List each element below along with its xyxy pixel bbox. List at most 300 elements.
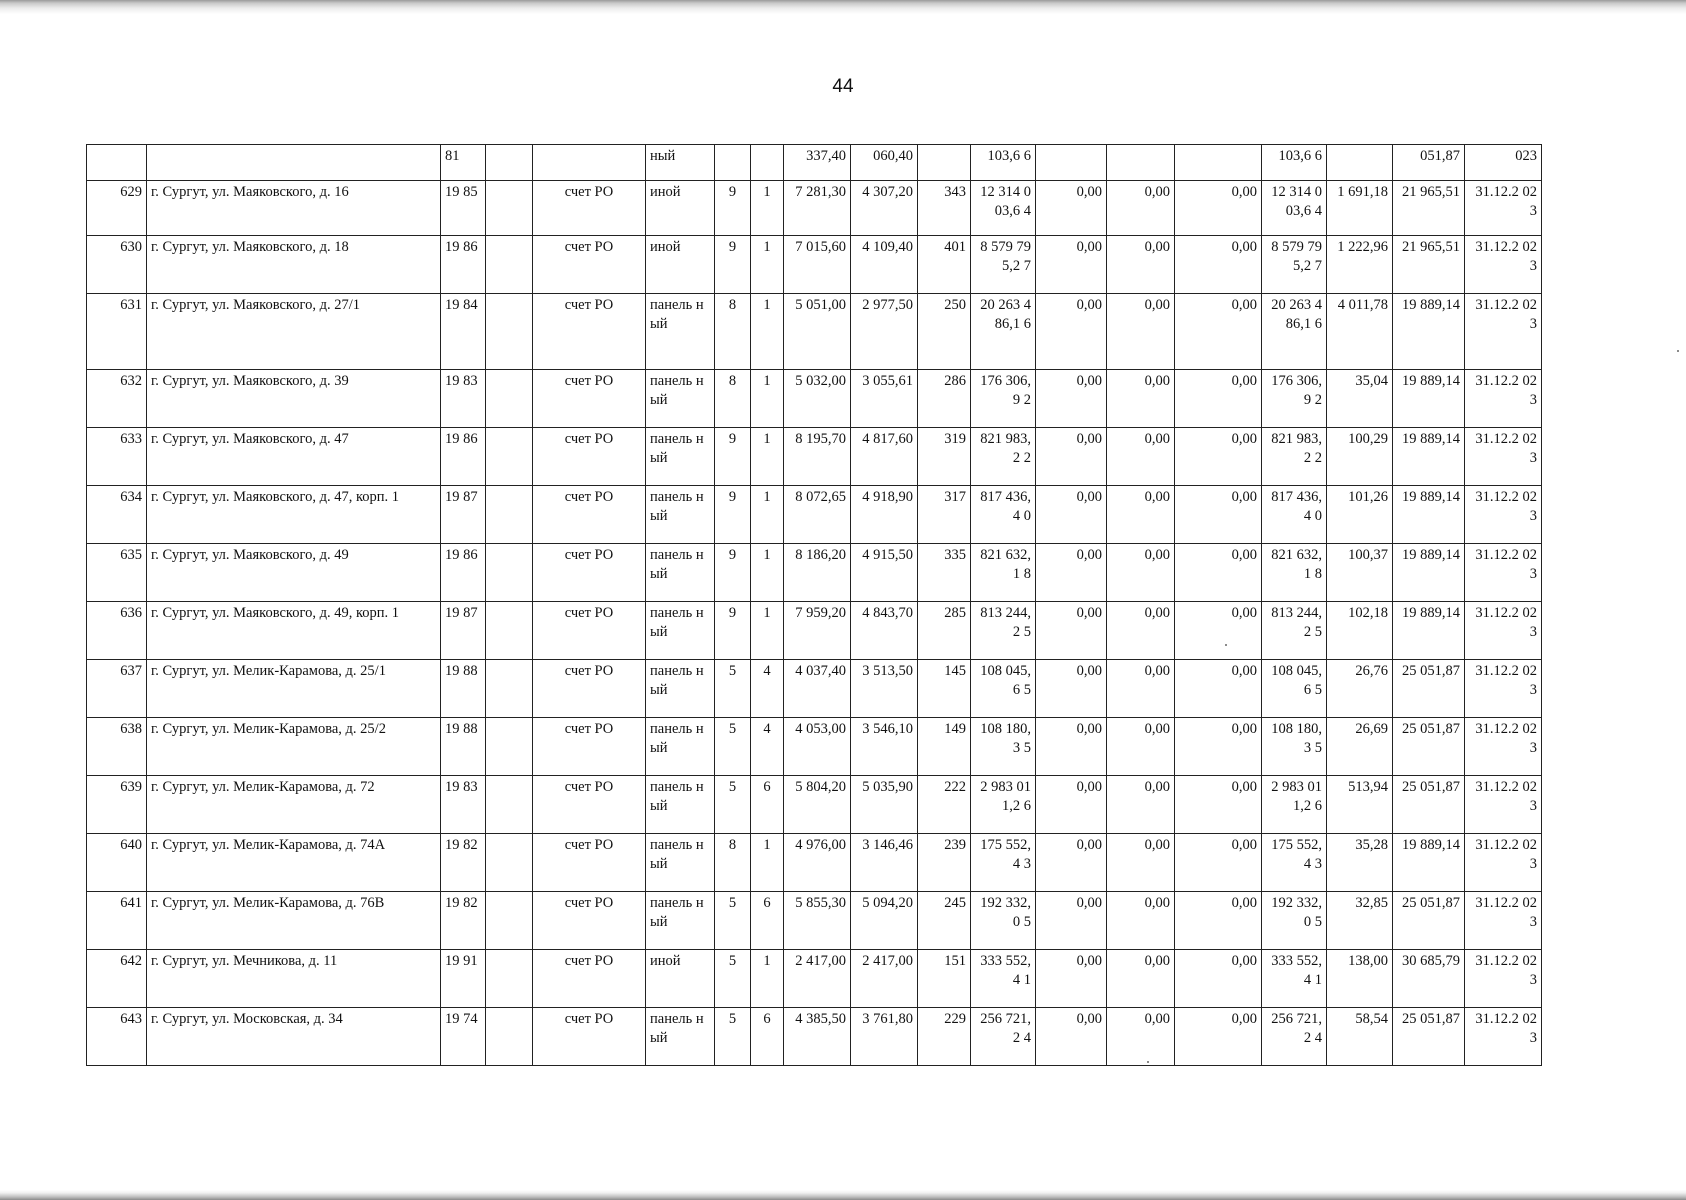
cost-share-a-cell: 0,00 bbox=[1036, 544, 1107, 602]
cost-share-b-cell: 0,00 bbox=[1107, 370, 1175, 428]
total-area-cell: 5 032,00 bbox=[784, 370, 851, 428]
floors-cell: 8 bbox=[715, 294, 751, 370]
repair-cost-cell: 8 579 795,2 7 bbox=[971, 236, 1036, 294]
empty-cell bbox=[486, 544, 533, 602]
specific-cost-cell: 100,37 bbox=[1327, 544, 1393, 602]
scan-speck bbox=[1225, 644, 1227, 646]
address-cell: г. Сургут, ул. Мелик-Карамова, д. 25/1 bbox=[147, 660, 441, 718]
residents-cell: 343 bbox=[918, 181, 971, 236]
floors-cell: 5 bbox=[715, 892, 751, 950]
limit-cost-cell: 30 685,79 bbox=[1393, 950, 1465, 1008]
total-area-cell: 5 051,00 bbox=[784, 294, 851, 370]
cost-share-c-cell bbox=[1175, 145, 1262, 181]
deadline-cell: 31.12.2 023 bbox=[1465, 834, 1542, 892]
total-cost-cell: 175 552,4 3 bbox=[1262, 834, 1327, 892]
repair-cost-cell: 192 332,0 5 bbox=[971, 892, 1036, 950]
specific-cost-cell: 513,94 bbox=[1327, 776, 1393, 834]
empty-cell bbox=[486, 950, 533, 1008]
address-cell: г. Сургут, ул. Мечникова, д. 11 bbox=[147, 950, 441, 1008]
deadline-cell: 31.12.2 023 bbox=[1465, 892, 1542, 950]
build-year-cell: 19 85 bbox=[441, 181, 486, 236]
build-year-cell: 19 86 bbox=[441, 236, 486, 294]
repair-cost-cell: 108 180,3 5 bbox=[971, 718, 1036, 776]
cost-share-a-cell: 0,00 bbox=[1036, 486, 1107, 544]
specific-cost-cell: 100,29 bbox=[1327, 428, 1393, 486]
total-cost-cell: 256 721,2 4 bbox=[1262, 1008, 1327, 1066]
deadline-cell: 023 bbox=[1465, 145, 1542, 181]
cost-share-a-cell: 0,00 bbox=[1036, 370, 1107, 428]
wall-material-cell: панель ный bbox=[646, 1008, 715, 1066]
cost-share-a-cell: 0,00 bbox=[1036, 776, 1107, 834]
entrances-cell: 1 bbox=[751, 370, 784, 428]
repair-cost-cell: 12 314 003,6 4 bbox=[971, 181, 1036, 236]
limit-cost-cell: 051,87 bbox=[1393, 145, 1465, 181]
cost-share-c-cell: 0,00 bbox=[1175, 428, 1262, 486]
living-area-cell: 4 843,70 bbox=[851, 602, 918, 660]
build-year-cell: 19 88 bbox=[441, 718, 486, 776]
cost-share-c-cell: 0,00 bbox=[1175, 950, 1262, 1008]
residents-cell: 335 bbox=[918, 544, 971, 602]
wall-material-cell: панель ный bbox=[646, 776, 715, 834]
floors-cell: 9 bbox=[715, 602, 751, 660]
empty-cell bbox=[486, 602, 533, 660]
total-area-cell: 2 417,00 bbox=[784, 950, 851, 1008]
row-number-cell: 636 bbox=[87, 602, 147, 660]
cost-share-b-cell: 0,00 bbox=[1107, 181, 1175, 236]
cost-share-c-cell: 0,00 bbox=[1175, 776, 1262, 834]
row-number-cell: 639 bbox=[87, 776, 147, 834]
entrances-cell: 6 bbox=[751, 1008, 784, 1066]
fund-method-cell: счет РО bbox=[533, 776, 646, 834]
residents-cell: 250 bbox=[918, 294, 971, 370]
wall-material-cell: панель ный bbox=[646, 294, 715, 370]
cost-share-a-cell: 0,00 bbox=[1036, 236, 1107, 294]
residents-cell: 229 bbox=[918, 1008, 971, 1066]
cost-share-b-cell: 0,00 bbox=[1107, 950, 1175, 1008]
fund-method-cell: счет РО bbox=[533, 294, 646, 370]
limit-cost-cell: 25 051,87 bbox=[1393, 776, 1465, 834]
living-area-cell: 5 094,20 bbox=[851, 892, 918, 950]
row-number-cell bbox=[87, 145, 147, 181]
total-cost-cell: 821 632,1 8 bbox=[1262, 544, 1327, 602]
specific-cost-cell: 4 011,78 bbox=[1327, 294, 1393, 370]
table-row bbox=[87, 602, 1542, 660]
total-cost-cell: 813 244,2 5 bbox=[1262, 602, 1327, 660]
deadline-cell: 31.12.2 023 bbox=[1465, 660, 1542, 718]
cost-share-a-cell bbox=[1036, 145, 1107, 181]
residents-cell bbox=[918, 145, 971, 181]
cost-share-b-cell: 0,00 bbox=[1107, 718, 1175, 776]
cost-share-c-cell: 0,00 bbox=[1175, 834, 1262, 892]
cost-share-c-cell: 0,00 bbox=[1175, 370, 1262, 428]
residents-cell: 245 bbox=[918, 892, 971, 950]
residents-cell: 401 bbox=[918, 236, 971, 294]
deadline-cell: 31.12.2 023 bbox=[1465, 428, 1542, 486]
cost-share-a-cell: 0,00 bbox=[1036, 602, 1107, 660]
fund-method-cell bbox=[533, 145, 646, 181]
cost-share-b-cell: 0,00 bbox=[1107, 294, 1175, 370]
living-area-cell: 4 109,40 bbox=[851, 236, 918, 294]
cost-share-b-cell: 0,00 bbox=[1107, 428, 1175, 486]
limit-cost-cell: 19 889,14 bbox=[1393, 834, 1465, 892]
residents-cell: 151 bbox=[918, 950, 971, 1008]
cost-share-a-cell: 0,00 bbox=[1036, 718, 1107, 776]
fund-method-cell: счет РО bbox=[533, 181, 646, 236]
scan-speck bbox=[1147, 1061, 1149, 1063]
specific-cost-cell: 101,26 bbox=[1327, 486, 1393, 544]
total-area-cell: 5 855,30 bbox=[784, 892, 851, 950]
total-area-cell: 7 281,30 bbox=[784, 181, 851, 236]
total-area-cell: 7 015,60 bbox=[784, 236, 851, 294]
floors-cell: 9 bbox=[715, 486, 751, 544]
deadline-cell: 31.12.2 023 bbox=[1465, 370, 1542, 428]
total-area-cell: 4 385,50 bbox=[784, 1008, 851, 1066]
repair-cost-cell: 176 306,9 2 bbox=[971, 370, 1036, 428]
living-area-cell: 3 055,61 bbox=[851, 370, 918, 428]
table-row bbox=[87, 776, 1542, 834]
table-row bbox=[87, 181, 1542, 236]
entrances-cell: 1 bbox=[751, 428, 784, 486]
wall-material-cell: панель ный bbox=[646, 428, 715, 486]
total-cost-cell: 20 263 486,1 6 bbox=[1262, 294, 1327, 370]
limit-cost-cell: 19 889,14 bbox=[1393, 428, 1465, 486]
empty-cell bbox=[486, 370, 533, 428]
floors-cell: 5 bbox=[715, 1008, 751, 1066]
residents-cell: 285 bbox=[918, 602, 971, 660]
wall-material-cell: иной bbox=[646, 181, 715, 236]
page-number: 44 bbox=[832, 76, 854, 97]
build-year-cell: 19 83 bbox=[441, 370, 486, 428]
table-row bbox=[87, 950, 1542, 1008]
table-row bbox=[87, 718, 1542, 776]
entrances-cell: 1 bbox=[751, 602, 784, 660]
entrances-cell bbox=[751, 145, 784, 181]
wall-material-cell: панель ный bbox=[646, 486, 715, 544]
deadline-cell: 31.12.2 023 bbox=[1465, 544, 1542, 602]
scan-speck bbox=[1677, 350, 1679, 352]
entrances-cell: 4 bbox=[751, 660, 784, 718]
residents-cell: 239 bbox=[918, 834, 971, 892]
deadline-cell: 31.12.2 023 bbox=[1465, 181, 1542, 236]
table-row bbox=[87, 145, 1542, 181]
limit-cost-cell: 25 051,87 bbox=[1393, 660, 1465, 718]
cost-share-c-cell: 0,00 bbox=[1175, 1008, 1262, 1066]
row-number-cell: 631 bbox=[87, 294, 147, 370]
total-area-cell: 337,40 bbox=[784, 145, 851, 181]
limit-cost-cell: 25 051,87 bbox=[1393, 718, 1465, 776]
housing-registry-table bbox=[86, 144, 1542, 1066]
total-area-cell: 4 037,40 bbox=[784, 660, 851, 718]
table-row bbox=[87, 892, 1542, 950]
specific-cost-cell: 138,00 bbox=[1327, 950, 1393, 1008]
cost-share-a-cell: 0,00 bbox=[1036, 660, 1107, 718]
specific-cost-cell: 1 222,96 bbox=[1327, 236, 1393, 294]
empty-cell bbox=[486, 660, 533, 718]
address-cell: г. Сургут, ул. Московская, д. 34 bbox=[147, 1008, 441, 1066]
living-area-cell: 4 915,50 bbox=[851, 544, 918, 602]
address-cell bbox=[147, 145, 441, 181]
empty-cell bbox=[486, 1008, 533, 1066]
cost-share-c-cell: 0,00 bbox=[1175, 181, 1262, 236]
limit-cost-cell: 19 889,14 bbox=[1393, 544, 1465, 602]
table-row bbox=[87, 834, 1542, 892]
fund-method-cell: счет РО bbox=[533, 892, 646, 950]
specific-cost-cell bbox=[1327, 145, 1393, 181]
deadline-cell: 31.12.2 023 bbox=[1465, 486, 1542, 544]
table-row bbox=[87, 294, 1542, 370]
living-area-cell: 3 513,50 bbox=[851, 660, 918, 718]
cost-share-a-cell: 0,00 bbox=[1036, 294, 1107, 370]
address-cell: г. Сургут, ул. Маяковского, д. 49, корп. 1 bbox=[147, 602, 441, 660]
fund-method-cell: счет РО bbox=[533, 602, 646, 660]
total-area-cell: 4 976,00 bbox=[784, 834, 851, 892]
address-cell: г. Сургут, ул. Мелик-Карамова, д. 25/2 bbox=[147, 718, 441, 776]
empty-cell bbox=[486, 236, 533, 294]
specific-cost-cell: 102,18 bbox=[1327, 602, 1393, 660]
living-area-cell: 4 918,90 bbox=[851, 486, 918, 544]
specific-cost-cell: 58,54 bbox=[1327, 1008, 1393, 1066]
build-year-cell: 19 88 bbox=[441, 660, 486, 718]
entrances-cell: 1 bbox=[751, 544, 784, 602]
fund-method-cell: счет РО bbox=[533, 236, 646, 294]
limit-cost-cell: 21 965,51 bbox=[1393, 236, 1465, 294]
cost-share-b-cell: 0,00 bbox=[1107, 660, 1175, 718]
row-number-cell: 642 bbox=[87, 950, 147, 1008]
wall-material-cell: панель ный bbox=[646, 370, 715, 428]
limit-cost-cell: 19 889,14 bbox=[1393, 294, 1465, 370]
residents-cell: 222 bbox=[918, 776, 971, 834]
address-cell: г. Сургут, ул. Маяковского, д. 18 bbox=[147, 236, 441, 294]
table-row bbox=[87, 428, 1542, 486]
cost-share-c-cell: 0,00 bbox=[1175, 660, 1262, 718]
wall-material-cell: панель ный bbox=[646, 834, 715, 892]
cost-share-b-cell: 0,00 bbox=[1107, 834, 1175, 892]
build-year-cell: 19 82 bbox=[441, 834, 486, 892]
total-cost-cell: 333 552,4 1 bbox=[1262, 950, 1327, 1008]
cost-share-c-cell: 0,00 bbox=[1175, 486, 1262, 544]
empty-cell bbox=[486, 145, 533, 181]
wall-material-cell: иной bbox=[646, 236, 715, 294]
deadline-cell: 31.12.2 023 bbox=[1465, 1008, 1542, 1066]
row-number-cell: 630 bbox=[87, 236, 147, 294]
entrances-cell: 4 bbox=[751, 718, 784, 776]
total-cost-cell: 192 332,0 5 bbox=[1262, 892, 1327, 950]
limit-cost-cell: 19 889,14 bbox=[1393, 486, 1465, 544]
residents-cell: 149 bbox=[918, 718, 971, 776]
scan-edge-top bbox=[0, 0, 1686, 14]
row-number-cell: 634 bbox=[87, 486, 147, 544]
cost-share-a-cell: 0,00 bbox=[1036, 834, 1107, 892]
living-area-cell: 4 307,20 bbox=[851, 181, 918, 236]
row-number-cell: 629 bbox=[87, 181, 147, 236]
living-area-cell: 060,40 bbox=[851, 145, 918, 181]
wall-material-cell: панель ный bbox=[646, 718, 715, 776]
entrances-cell: 1 bbox=[751, 950, 784, 1008]
build-year-cell: 19 74 bbox=[441, 1008, 486, 1066]
row-number-cell: 632 bbox=[87, 370, 147, 428]
total-cost-cell: 176 306,9 2 bbox=[1262, 370, 1327, 428]
repair-cost-cell: 817 436,4 0 bbox=[971, 486, 1036, 544]
row-number-cell: 643 bbox=[87, 1008, 147, 1066]
build-year-cell: 19 86 bbox=[441, 428, 486, 486]
total-cost-cell: 103,6 6 bbox=[1262, 145, 1327, 181]
specific-cost-cell: 35,04 bbox=[1327, 370, 1393, 428]
build-year-cell: 19 84 bbox=[441, 294, 486, 370]
empty-cell bbox=[486, 428, 533, 486]
deadline-cell: 31.12.2 023 bbox=[1465, 294, 1542, 370]
entrances-cell: 6 bbox=[751, 776, 784, 834]
total-cost-cell: 108 045,6 5 bbox=[1262, 660, 1327, 718]
table-row bbox=[87, 486, 1542, 544]
row-number-cell: 638 bbox=[87, 718, 147, 776]
repair-cost-cell: 2 983 011,2 6 bbox=[971, 776, 1036, 834]
row-number-cell: 637 bbox=[87, 660, 147, 718]
cost-share-c-cell: 0,00 bbox=[1175, 602, 1262, 660]
cost-share-c-cell: 0,00 bbox=[1175, 892, 1262, 950]
repair-cost-cell: 821 632,1 8 bbox=[971, 544, 1036, 602]
cost-share-a-cell: 0,00 bbox=[1036, 950, 1107, 1008]
residents-cell: 286 bbox=[918, 370, 971, 428]
address-cell: г. Сургут, ул. Маяковского, д. 47 bbox=[147, 428, 441, 486]
cost-share-b-cell: 0,00 bbox=[1107, 544, 1175, 602]
empty-cell bbox=[486, 181, 533, 236]
cost-share-c-cell: 0,00 bbox=[1175, 236, 1262, 294]
cost-share-a-cell: 0,00 bbox=[1036, 892, 1107, 950]
entrances-cell: 6 bbox=[751, 892, 784, 950]
cost-share-c-cell: 0,00 bbox=[1175, 294, 1262, 370]
wall-material-cell: иной bbox=[646, 950, 715, 1008]
table-row bbox=[87, 236, 1542, 294]
living-area-cell: 5 035,90 bbox=[851, 776, 918, 834]
cost-share-b-cell: 0,00 bbox=[1107, 602, 1175, 660]
living-area-cell: 3 146,46 bbox=[851, 834, 918, 892]
empty-cell bbox=[486, 718, 533, 776]
table-row bbox=[87, 544, 1542, 602]
deadline-cell: 31.12.2 023 bbox=[1465, 236, 1542, 294]
wall-material-cell: панель ный bbox=[646, 602, 715, 660]
row-number-cell: 641 bbox=[87, 892, 147, 950]
floors-cell: 5 bbox=[715, 950, 751, 1008]
fund-method-cell: счет РО bbox=[533, 486, 646, 544]
cost-share-b-cell bbox=[1107, 145, 1175, 181]
build-year-cell: 19 82 bbox=[441, 892, 486, 950]
living-area-cell: 2 977,50 bbox=[851, 294, 918, 370]
living-area-cell: 4 817,60 bbox=[851, 428, 918, 486]
build-year-cell: 81 bbox=[441, 145, 486, 181]
living-area-cell: 2 417,00 bbox=[851, 950, 918, 1008]
wall-material-cell: панель ный bbox=[646, 660, 715, 718]
cost-share-a-cell: 0,00 bbox=[1036, 181, 1107, 236]
address-cell: г. Сургут, ул. Маяковского, д. 27/1 bbox=[147, 294, 441, 370]
floors-cell: 5 bbox=[715, 776, 751, 834]
fund-method-cell: счет РО bbox=[533, 834, 646, 892]
wall-material-cell: панель ный bbox=[646, 544, 715, 602]
fund-method-cell: счет РО bbox=[533, 544, 646, 602]
total-area-cell: 8 186,20 bbox=[784, 544, 851, 602]
floors-cell: 5 bbox=[715, 660, 751, 718]
total-area-cell: 8 072,65 bbox=[784, 486, 851, 544]
empty-cell bbox=[486, 486, 533, 544]
row-number-cell: 633 bbox=[87, 428, 147, 486]
residents-cell: 319 bbox=[918, 428, 971, 486]
fund-method-cell: счет РО bbox=[533, 1008, 646, 1066]
limit-cost-cell: 25 051,87 bbox=[1393, 1008, 1465, 1066]
fund-method-cell: счет РО bbox=[533, 370, 646, 428]
build-year-cell: 19 86 bbox=[441, 544, 486, 602]
specific-cost-cell: 32,85 bbox=[1327, 892, 1393, 950]
total-cost-cell: 8 579 795,2 7 bbox=[1262, 236, 1327, 294]
address-cell: г. Сургут, ул. Маяковского, д. 49 bbox=[147, 544, 441, 602]
deadline-cell: 31.12.2 023 bbox=[1465, 950, 1542, 1008]
repair-cost-cell: 256 721,2 4 bbox=[971, 1008, 1036, 1066]
floors-cell: 9 bbox=[715, 544, 751, 602]
entrances-cell: 1 bbox=[751, 236, 784, 294]
table-row bbox=[87, 660, 1542, 718]
table-row bbox=[87, 1008, 1542, 1066]
limit-cost-cell: 19 889,14 bbox=[1393, 602, 1465, 660]
address-cell: г. Сургут, ул. Мелик-Карамова, д. 72 bbox=[147, 776, 441, 834]
total-area-cell: 8 195,70 bbox=[784, 428, 851, 486]
cost-share-b-cell: 0,00 bbox=[1107, 892, 1175, 950]
address-cell: г. Сургут, ул. Мелик-Карамова, д. 74А bbox=[147, 834, 441, 892]
deadline-cell: 31.12.2 023 bbox=[1465, 776, 1542, 834]
limit-cost-cell: 19 889,14 bbox=[1393, 370, 1465, 428]
build-year-cell: 19 87 bbox=[441, 602, 486, 660]
address-cell: г. Сургут, ул. Маяковского, д. 39 bbox=[147, 370, 441, 428]
cost-share-a-cell: 0,00 bbox=[1036, 1008, 1107, 1066]
limit-cost-cell: 25 051,87 bbox=[1393, 892, 1465, 950]
cost-share-c-cell: 0,00 bbox=[1175, 544, 1262, 602]
scan-edge-bottom bbox=[0, 1190, 1686, 1200]
living-area-cell: 3 546,10 bbox=[851, 718, 918, 776]
repair-cost-cell: 175 552,4 3 bbox=[971, 834, 1036, 892]
cost-share-c-cell: 0,00 bbox=[1175, 718, 1262, 776]
floors-cell: 8 bbox=[715, 834, 751, 892]
address-cell: г. Сургут, ул. Мелик-Карамова, д. 76В bbox=[147, 892, 441, 950]
empty-cell bbox=[486, 776, 533, 834]
cost-share-b-cell: 0,00 bbox=[1107, 236, 1175, 294]
entrances-cell: 1 bbox=[751, 181, 784, 236]
row-number-cell: 635 bbox=[87, 544, 147, 602]
cost-share-b-cell: 0,00 bbox=[1107, 1008, 1175, 1066]
floors-cell: 5 bbox=[715, 718, 751, 776]
address-cell: г. Сургут, ул. Маяковского, д. 16 bbox=[147, 181, 441, 236]
row-number-cell: 640 bbox=[87, 834, 147, 892]
total-cost-cell: 108 180,3 5 bbox=[1262, 718, 1327, 776]
cost-share-b-cell: 0,00 bbox=[1107, 486, 1175, 544]
total-area-cell: 5 804,20 bbox=[784, 776, 851, 834]
fund-method-cell: счет РО bbox=[533, 718, 646, 776]
repair-cost-cell: 821 983,2 2 bbox=[971, 428, 1036, 486]
entrances-cell: 1 bbox=[751, 834, 784, 892]
total-cost-cell: 821 983,2 2 bbox=[1262, 428, 1327, 486]
specific-cost-cell: 26,76 bbox=[1327, 660, 1393, 718]
floors-cell: 9 bbox=[715, 428, 751, 486]
wall-material-cell: панель ный bbox=[646, 892, 715, 950]
specific-cost-cell: 1 691,18 bbox=[1327, 181, 1393, 236]
residents-cell: 145 bbox=[918, 660, 971, 718]
fund-method-cell: счет РО bbox=[533, 660, 646, 718]
entrances-cell: 1 bbox=[751, 486, 784, 544]
fund-method-cell: счет РО bbox=[533, 950, 646, 1008]
floors-cell bbox=[715, 145, 751, 181]
table-row bbox=[87, 370, 1542, 428]
total-cost-cell: 817 436,4 0 bbox=[1262, 486, 1327, 544]
repair-cost-cell: 103,6 6 bbox=[971, 145, 1036, 181]
build-year-cell: 19 87 bbox=[441, 486, 486, 544]
repair-cost-cell: 333 552,4 1 bbox=[971, 950, 1036, 1008]
empty-cell bbox=[486, 294, 533, 370]
